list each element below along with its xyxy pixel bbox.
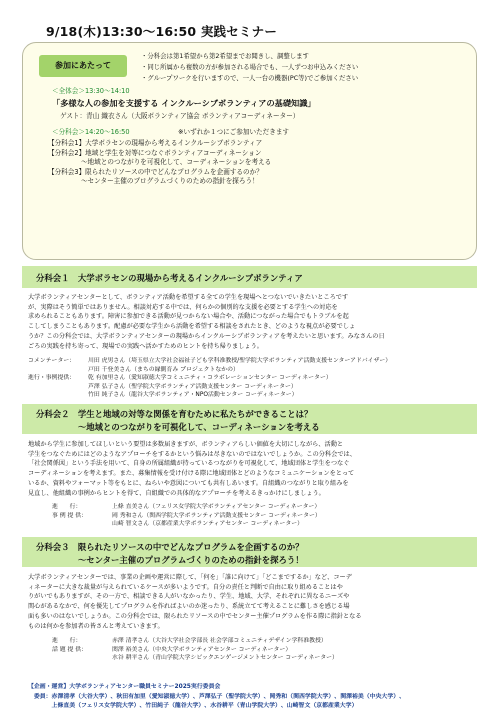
breakout-note: ※いずれか１つにご参加いただきます <box>178 128 290 136</box>
breakout-label: ＜分科会＞14:20～16:50 <box>52 128 130 136</box>
role-person: 山崎 智文さん（京都産業大学ボランティアセンター コーディネーター） <box>112 521 304 528</box>
session1-line: うか？この分科会では、大学ボランティアセンターの現場からインクルーシブボランティアを考えたいと思います。みなさんの日 <box>28 332 385 340</box>
session1-line: が、実際はそう簡単ではありません。相談対応する中では、何らかの個別的な支援を必要とする学生への対応を <box>28 303 338 311</box>
session2-description <box>28 440 476 498</box>
session2-line: 「社会関係図」という手法を用いて、自身の所属組織が持っているつながりを可視化して、地域団体と学生をつなぐ <box>28 460 350 468</box>
organizer-footer <box>28 683 488 712</box>
session2-line: コーディネーションを考えます。また、募集情報を受け付ける際に地域団体とどのようなコミュニケーションをとって <box>28 470 355 478</box>
plenary-title: 「多様な人の参加を支援する インクルーシブボランティアの基礎知識」 <box>52 98 316 108</box>
role-person: 関澤 裕美さん（中央大学ボランティアセンター コーディネーター） <box>112 646 292 653</box>
session3-line: 大学ボランティアセンターでは、事業の企画や運営に際して、「何を」「誰に向けて」「どこまでするか」など、コーデ <box>28 574 352 581</box>
role-person: 川田 虎男さん（埼玉県立大学社会福祉子ども学科准教授/聖学院大学ボランティア活動支援センターアドバイザー） <box>88 358 392 364</box>
session3-description <box>28 573 476 631</box>
session3-roles <box>52 637 472 663</box>
role-person: 赤澤 清孝さん（大谷大学社会学部長 社会学部コミュニティデザイン学科准教授） <box>112 638 327 644</box>
session3-subheading: ～センター主催のプログラムづくりのための指針を探ろう！ <box>36 555 304 565</box>
breakout-item: ～地域とのつながりを可視化して、コーディネーションを考える <box>48 158 272 167</box>
role-person: 芦澤 弘子さん（聖学院大学ボランティア活動支援センター コーディネーター） <box>88 383 297 390</box>
session2-heading: 分科会２ 学生と地域の対等な関係を育むために私たちができることは？ <box>36 409 313 419</box>
footer-line: 【企画・運営】大学ボランティアセンター職員セミナー2025実行委員会 <box>28 684 221 690</box>
session2-line: いるか、資料やフォーマット等をもとに、ねらいや意図についても共有しあいます。自組織のつながりと取り組みを <box>28 479 349 487</box>
role-label: 話 題 提 供： <box>52 646 88 653</box>
role-person: 戸田 千登美さん（まちの縁側育み プロジェクトなかの） <box>88 366 239 373</box>
session3-heading: 分科会３ 限られたリソースの中でどんなプログラムを企画するのか？ <box>36 542 304 552</box>
breakout-item: 【分科会3】限られたリソースの中でどんなプログラムを企画するのか？ <box>48 167 263 176</box>
role-person: 上條 直美さん（フェリス女学院大学ボランティアセンター コーディネーター） <box>112 504 321 510</box>
role-person: 岡 秀和さん（関西学院大学ボランティア活動支援センター コーディネーター） <box>112 512 321 519</box>
session1-description <box>28 293 476 351</box>
session1-header <box>22 266 477 288</box>
session1-line: ごろの実践を持ち寄って、現場での実践へ活かすためのヒントを持ち帰りましょう。 <box>28 342 263 350</box>
session3-line: ものは何かを参加者の皆さんと考えていきます。 <box>28 622 164 630</box>
role-person: 竹田 純子さん（龍谷大学ボランティア・NPO活動センター コーディネーター） <box>88 392 298 399</box>
notice-line: ・分科会は第1希望から第2希望までお聞きし、調整します <box>141 52 309 60</box>
role-label: コメンテーター： <box>28 358 76 364</box>
notice-list <box>141 51 471 84</box>
session1-heading: 分科会１ 大学ボラセンの現場から考えるインクルーシブボランティア <box>36 273 303 283</box>
session1-line: 求められることもあります。障害に参加できる活動が見つからない場合や、活動につながった場合でもトラブルを起 <box>28 313 349 321</box>
session2-subheading: ～地域とのつながりを可視化して、コーディネーションを考える <box>36 422 320 432</box>
session2-line: 地域から学生に参加してほしいという要望は多数届きますが、ボランティアらしい価値を大切にしながら、活動と <box>28 441 344 448</box>
role-person: 水谷 耕平さん（青山学院大学シビックエンゲージメントセンター コーディネーター） <box>112 655 338 662</box>
role-person: 乾 有加里さん（愛知淑徳大学コミュニティ・コラボレーションセンター コーディネーター） <box>88 375 332 382</box>
notice-line: ・グループワークを行いますので、一人一台の機器(PC等)でご参加ください <box>141 74 359 82</box>
session2-line: 学生をつなぐためにはどのようなアプローチをするかという悩みは尽きないのではないでしょうか。この分科会では、 <box>28 450 356 458</box>
session2-line: 見直し、他組織の事例からヒントを得て、自組織での具体的なアプローチを考えるきっかけにしましょう。 <box>28 489 325 497</box>
footer-line: 委員：赤澤清孝（大谷大学）、秋田有加里（愛知淑徳大学）、芦澤弘子（聖学院大学）、岡秀和（関西学院大学）、関澤裕美（中央大学）、 <box>28 693 405 700</box>
session1-roles <box>28 357 488 400</box>
session2-roles <box>52 503 472 529</box>
notice-line: ・同じ所属から複数の方が参加される場合でも、一人ずつお申込みください <box>141 63 359 71</box>
page-title: 9/18(木)13:30～16:50 実践セミナー <box>46 24 278 39</box>
plenary-label: ＜全体会＞13:30～14:10 <box>52 87 130 95</box>
session2-header <box>22 404 477 434</box>
session3-line: 面も多いのはないでしょうか。この分科会では、限られたリソースの中でセンター主催プログラムを作る際に指針となる <box>28 612 362 620</box>
footer-line: 上條直美（フェリス女学院大学）、竹田純子（龍谷大学）、水谷耕平（青山学院大学）、山崎智文（京都産業大学） <box>28 703 358 709</box>
role-label: 進 行： <box>52 638 82 644</box>
breakout-item: 【分科会1】大学ボラセンの現場から考えるインクルーシブボランティア <box>48 139 263 147</box>
session3-header <box>22 537 477 567</box>
role-label: 進 行： <box>52 504 82 510</box>
role-label: 事 例 提 供： <box>52 512 88 519</box>
session1-line: 大学ボランティアセンターとして、ボランティア活動を希望する全ての学生を現場へとつないでいきたいところです <box>28 294 349 301</box>
plenary-guest: ゲスト：青山 織衣さん（大阪ボランティア協会 ボランティアコーディネーター） <box>60 112 300 120</box>
breakout-item: 【分科会2】地域と学生を対等につなぐボランティアコーディネーション <box>48 148 262 157</box>
session3-line: りがいでもありますが、その一方で、相談できる人がいなかったり、学生、地域、大学、それぞれに異なるニーズや <box>28 593 350 601</box>
session3-line: 関心があるなかで、何を優先してプログラムを作ればよいのか迷ったり、系統立てて考えることに難しさを感じる場 <box>28 603 350 611</box>
role-label: 進行・事例提供： <box>28 375 76 382</box>
notice-label: 参加にあたって <box>39 55 127 77</box>
session3-line: ィネーターに大きな裁量が与えられているケースが多いようです。自分の責任と判断で自由に取り組めることはや <box>28 583 343 591</box>
session1-line: こしてしまうこともあります。配慮が必要な学生から活動を希望する相談をされたとき、どのような視点が必要でしょ <box>28 323 356 331</box>
breakout-item: ～センター主催のプログラムづくりのための指針を探ろう！ <box>48 177 259 186</box>
breakout-list <box>48 139 448 187</box>
